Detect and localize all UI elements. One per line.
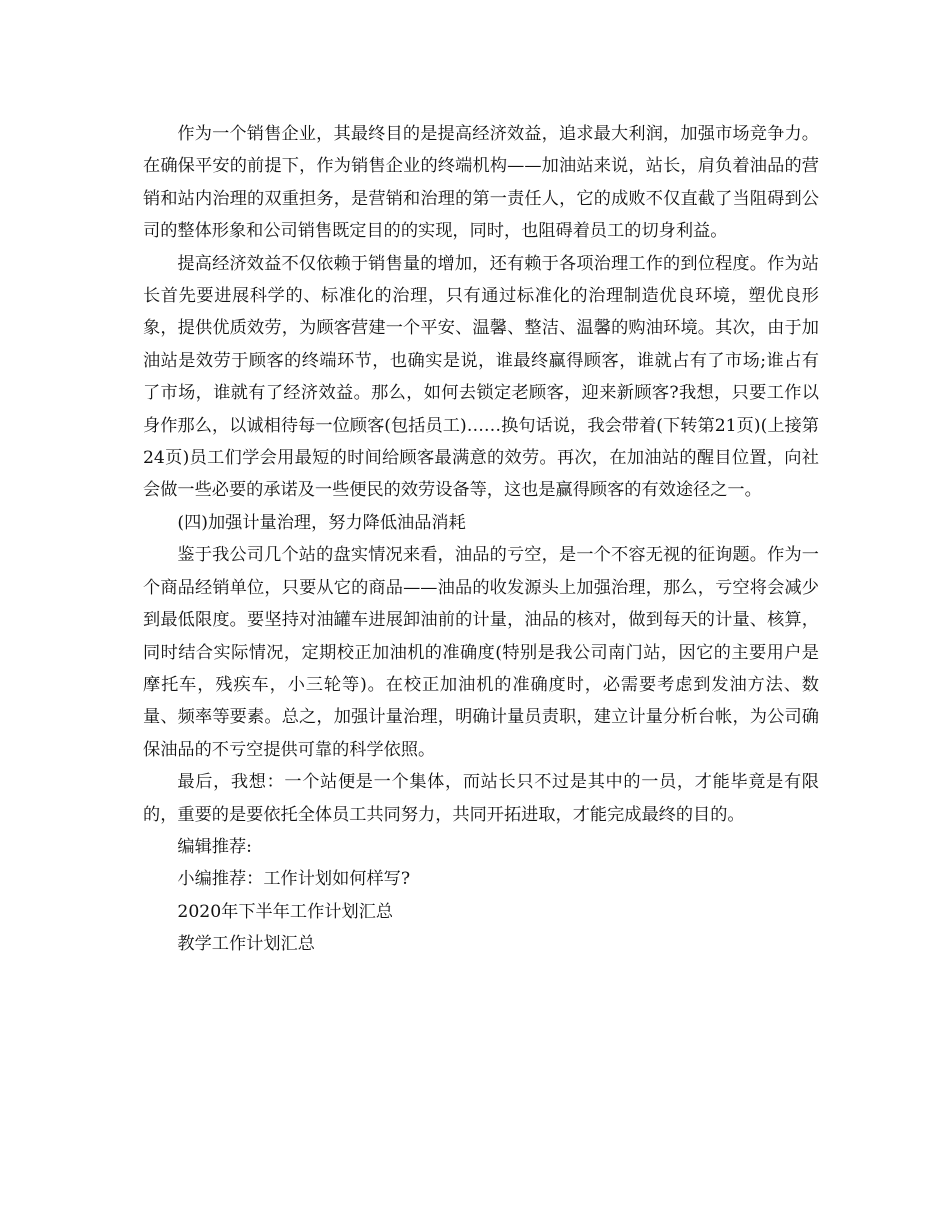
section-heading-metering: (四)加强计量治理，努力降低油品消耗 [177, 512, 466, 533]
paragraph-metering: 鉴于我公司几个站的盘实情况来看，油品的亏空，是一个不容无视的征询题。作为一个商品经销单位，只要从它的商品——油品的收发源头上加强治理，那么，亏空将会减少到最低限度。要坚持对油罐车进展卸油前的计量，油品的核对，做到每天的计量、核算，同时结合实际情况，定期校正加油机的准确度(特别是我公司南门站，因它的主要用户是摩托车，残疾车，小三轮等)。在校正加油机的准确度时，必需要考虑到发油方法、数量、频率等要素。总之，加强计量治理，明确计量员责职，建立计量分析台帐，为公司确保油品的不亏空提供可靠的科学依照。 [143, 545, 819, 760]
paragraph-economic-benefit: 提高经济效益不仅依赖于销售量的增加，还有赖于各项治理工作的到位程度。作为站长首先要进展科学的、标准化的治理，只有通过标准化的治理制造优良环境，塑优良形象，提供优质效劳，为顾客营建一个平安、温馨、整洁、温馨的购油环境。其次，由于加油站是效劳于顾客的终端环节，也确实是说，谁最终赢得顾客，谁就占有了市场;谁占有了市场，谁就有了经济效益。那么，如何去锁定老顾客，迎来新顾客?我想，只要工作以身作那么，以诚相待每一位顾客(包括员工)……换句话说，我会带着(下转第21页)(上接第24页)员工们学会用最短的时间给顾客最满意的效劳。再次，在加油站的醒目位置，向社会做一些必要的承诺及一些便民的效劳设备等，这也是赢得顾客的有效途径之一。 [143, 253, 819, 501]
paragraph-sales-goal: 作为一个销售企业，其最终目的是提高经济效益，追求最大利润，加强市场竞争力。在确保平安的前提下，作为销售企业的终端机构——加油站来说，站长，肩负着油品的营销和站内治理的双重担务，是营销和治理的第一责任人，它的成败不仅直截了当阻碍到公司的整体形象和公司销售既定目的的实现，同时，也阻碍着员工的切身利益。 [143, 124, 819, 242]
recommend-item[interactable]: 2020年下半年工作计划汇总 [177, 901, 394, 922]
paragraph-conclusion: 最后，我想：一个站便是一个集体，而站长只不过是其中的一员，才能毕竟是有限的，重要的是要依托全体员工共同努力，共同开拓进取，才能完成最终的目的。 [143, 772, 819, 825]
recommend-item[interactable]: 教学工作计划汇总 [177, 934, 315, 955]
recommend-item[interactable]: 小编推荐：工作计划如何样写? [177, 869, 411, 890]
recommend-heading: 编辑推荐: [177, 836, 252, 857]
document-body [143, 118, 819, 961]
